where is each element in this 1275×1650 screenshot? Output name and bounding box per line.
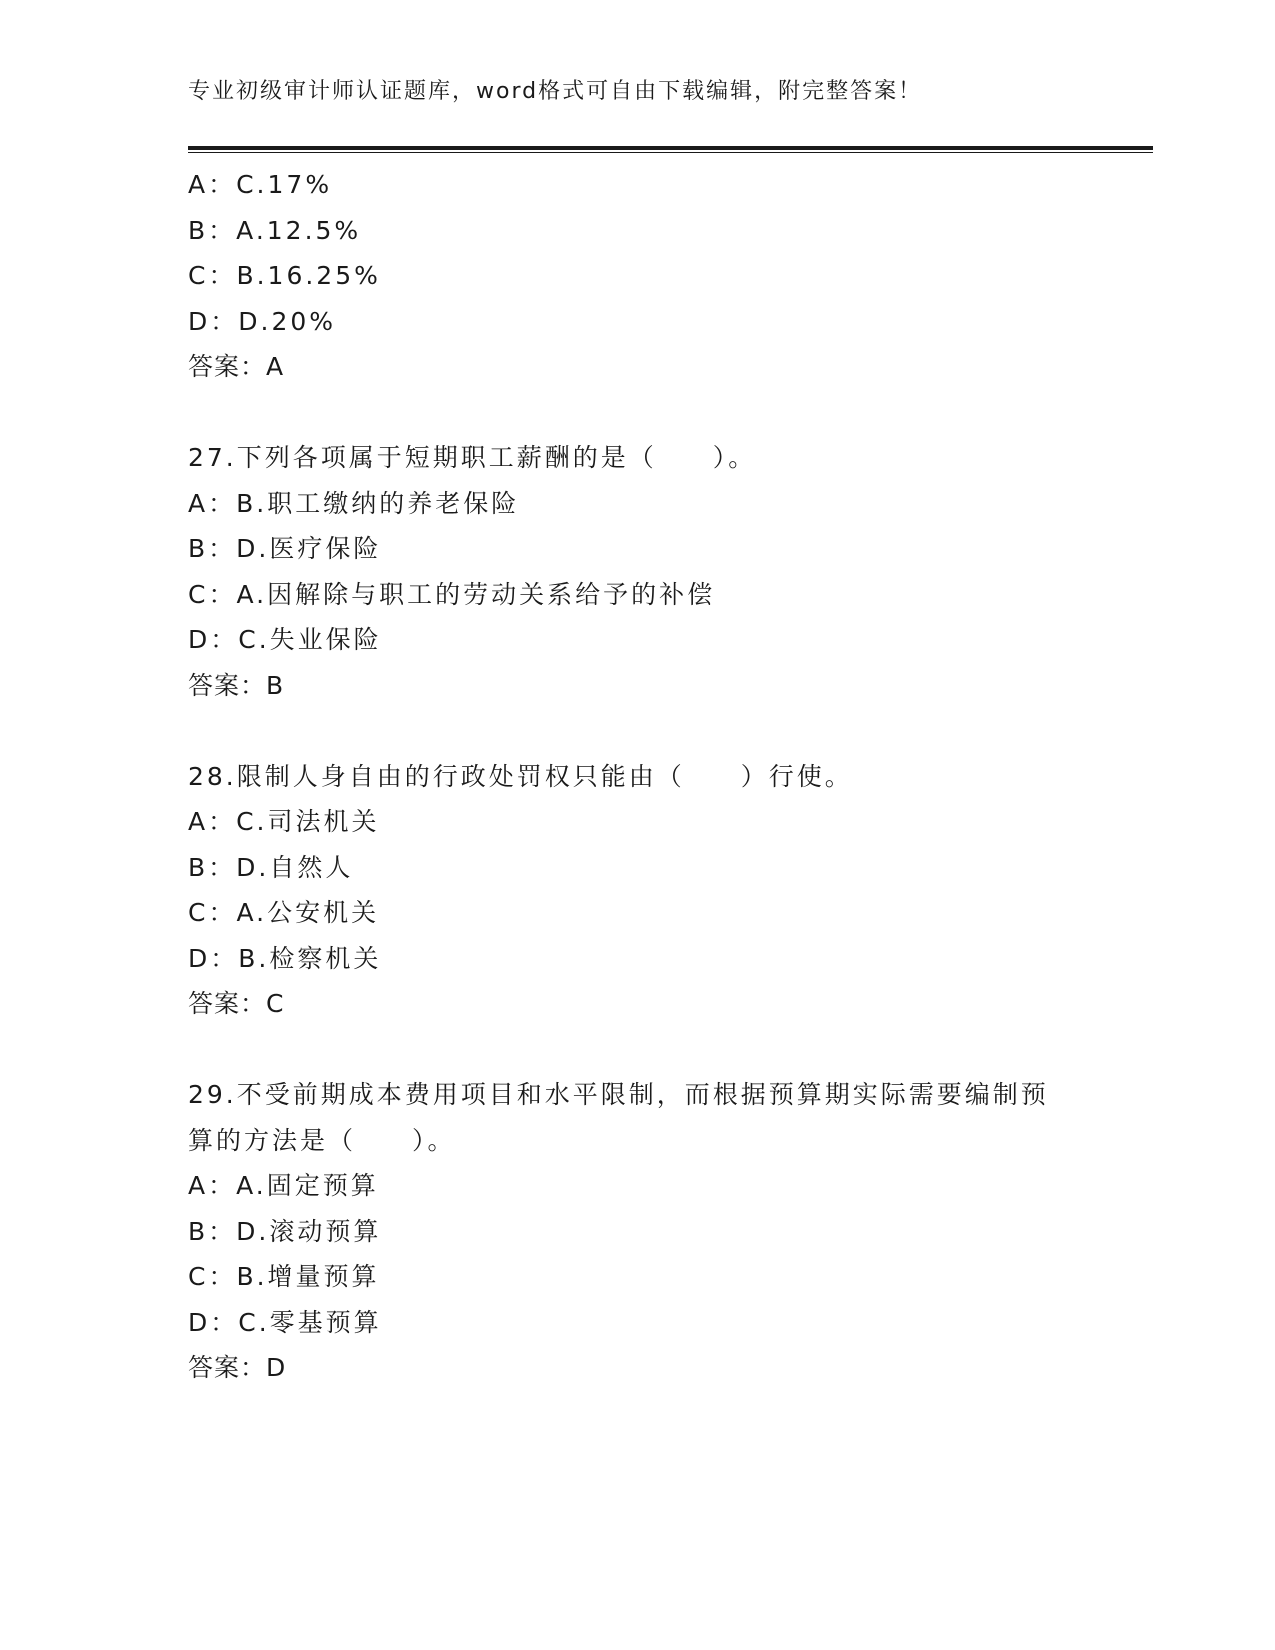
question-27 (188, 435, 1088, 708)
option-d: D：D.20% (188, 306, 337, 336)
question-text: 29.不受前期成本费用项目和水平限制，而根据预算期实际需要编制预算的方法是（ ）。 (188, 1080, 1049, 1155)
answer: 答案：C (188, 989, 285, 1018)
option-d: D：C.失业保险 (188, 625, 382, 654)
question-text: 27.下列各项属于短期职工薪酬的是（ ）。 (188, 443, 757, 472)
header-rule-thin (188, 152, 1153, 153)
question-28 (188, 754, 1088, 1027)
answer: 答案：D (188, 1353, 287, 1382)
option-b: B：D.滚动预算 (188, 1216, 382, 1246)
option-b: B：D.自然人 (188, 852, 354, 882)
option-d: D：C.零基预算 (188, 1307, 382, 1337)
option-a: A：C.17% (188, 170, 333, 199)
option-c: C：B.增量预算 (188, 1262, 380, 1291)
question-29 (188, 1072, 1088, 1391)
question-block-partial (188, 162, 1088, 390)
option-c: C：A.公安机关 (188, 898, 380, 927)
question-text: 28.限制人身自由的行政处罚权只能由（ ）行使。 (188, 761, 853, 791)
option-a: A：A.固定预算 (188, 1171, 379, 1200)
option-c: C：B.16.25% (188, 261, 381, 290)
option-a: A：B.职工缴纳的养老保险 (188, 488, 520, 518)
document-body (188, 162, 1088, 1391)
answer: 答案：A (188, 352, 285, 381)
answer: 答案：B (188, 670, 285, 700)
header-rule-thick (188, 146, 1153, 150)
option-a: A：C.司法机关 (188, 807, 380, 836)
page-header: 专业初级审计师认证题库，word格式可自由下载编辑，附完整答案！ (188, 79, 923, 104)
option-d: D：B.检察机关 (188, 943, 382, 973)
option-c: C：A.因解除与职工的劳动关系给予的补偿 (188, 579, 716, 609)
option-b: B：D.医疗保险 (188, 534, 382, 563)
option-b: B：A.12.5% (188, 215, 362, 245)
